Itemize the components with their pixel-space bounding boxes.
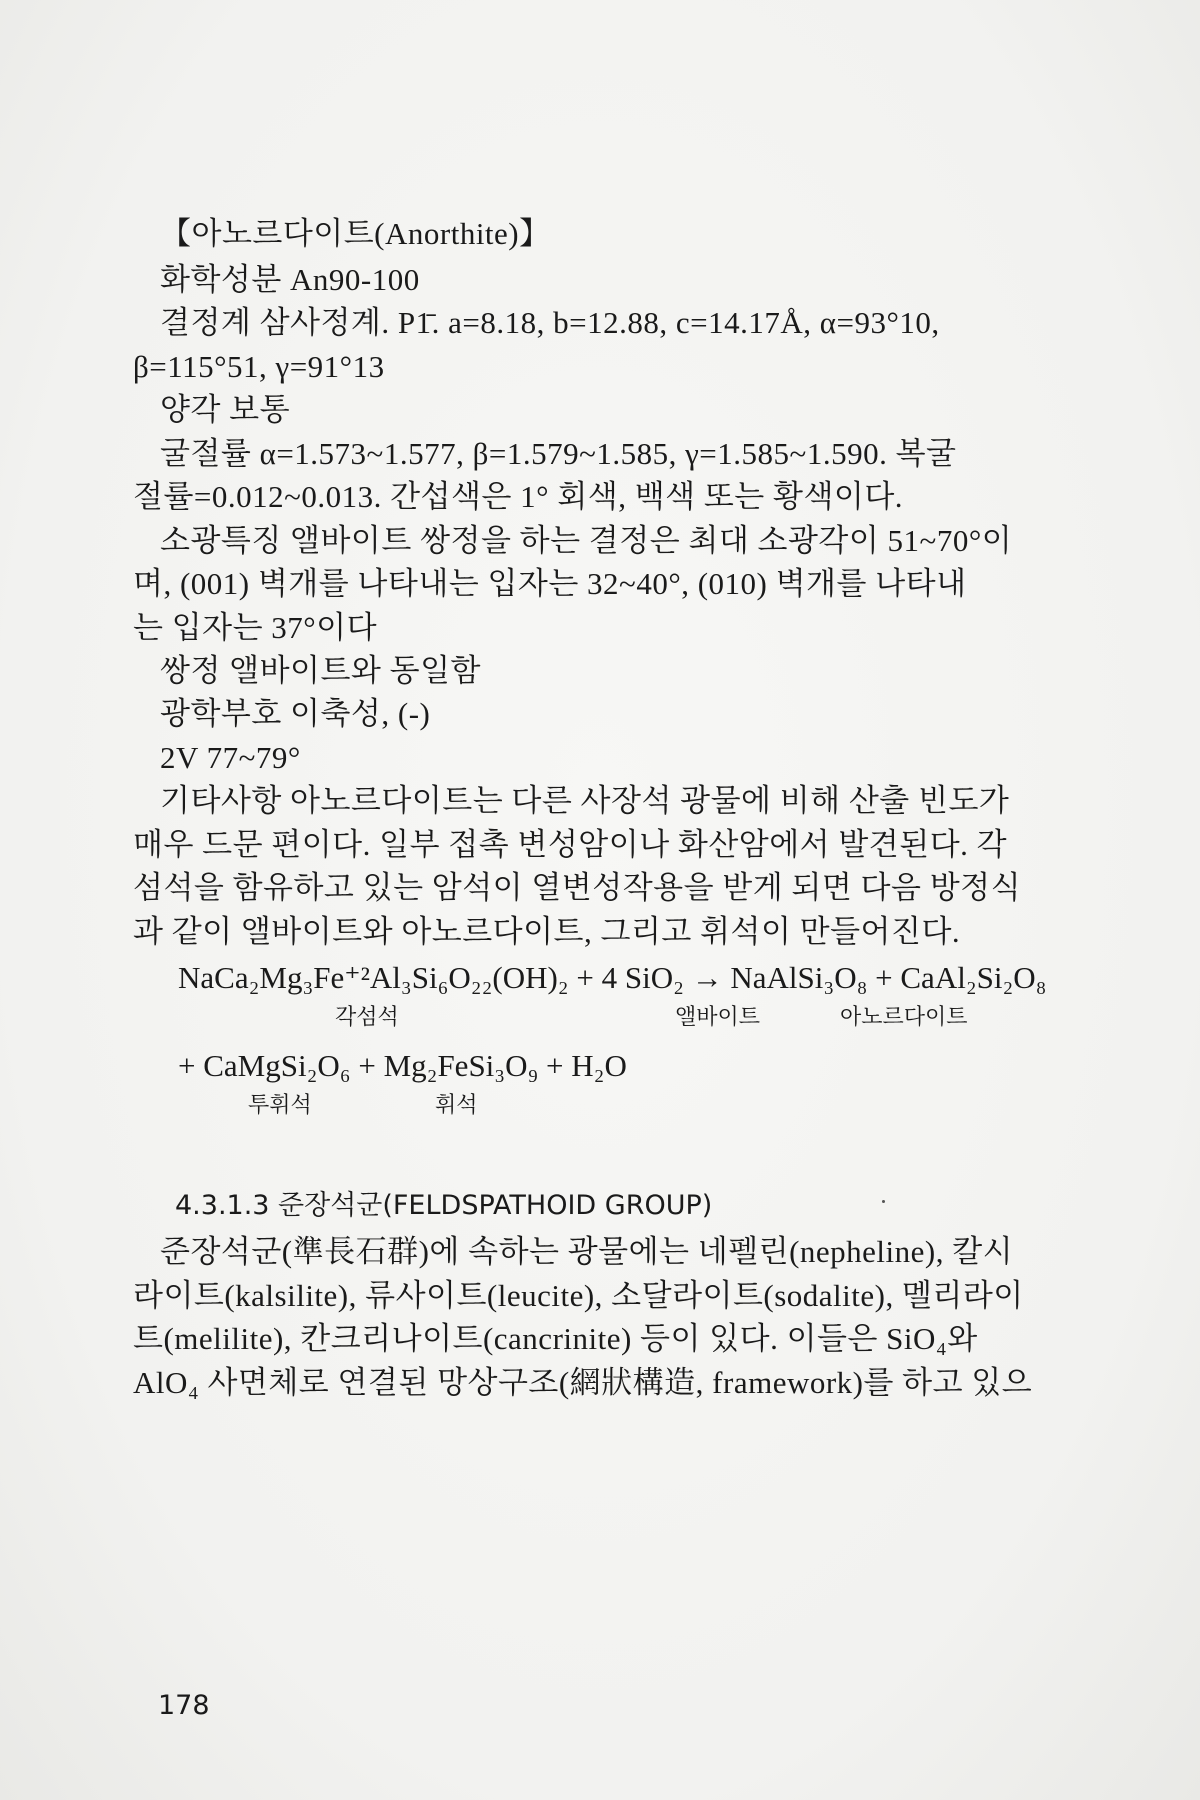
section-heading: 4.3.1.3 준장석군(FELDSPATHOID GROUP) [175, 1190, 713, 1221]
feldspathoid-paragraph-1: 준장석군(準長石群)에 속하는 광물에는 네펠린(nepheline), 칼시 [160, 1234, 1014, 1269]
label-amphibole: 각섬석 [335, 1005, 399, 1030]
refractive-index-continued: 절률=0.012~0.013. 간섭색은 1° 회색, 백색 또는 황색이다. [133, 479, 904, 514]
refractive-index: 굴절률 α=1.573~1.577, β=1.579~1.585, γ=1.585~1.590. 복굴 [160, 436, 957, 471]
feldspathoid-paragraph-3: 트(melilite), 칸크리나이트(cancrinite) 등이 있다. 이들은 SiO₄와 [133, 1321, 978, 1356]
label-anorthite: 아노르다이트 [840, 1005, 968, 1030]
feldspathoid-paragraph-2: 라이트(kalsilite), 류사이트(leucite), 소달라이트(sodalite), 멜리라이 [133, 1278, 1024, 1313]
label-albite: 앨바이트 [675, 1005, 761, 1030]
extinction: 소광특징 앨바이트 쌍정을 하는 결정은 최대 소광각이 51~70°이 [160, 523, 1013, 558]
optic-sign: 광학부호 이축성, (-) [160, 696, 431, 731]
page-number: 178 [158, 1690, 210, 1721]
twinning: 쌍정 앨바이트와 동일함 [160, 653, 481, 688]
other-notes-continued-2: 섬석을 함유하고 있는 암석이 열변성작용을 받게 되면 다음 방정식 [133, 870, 1022, 905]
other-notes: 기타사항 아노르다이트는 다른 사장석 광물에 비해 산출 빈도가 [160, 783, 1010, 818]
chemical-composition: 화학성분 An90-100 [160, 262, 420, 297]
crystal-system-continued: β=115°51, γ=91°13 [133, 349, 385, 384]
relief: 양각 보통 [160, 392, 291, 427]
label-diopside: 투휘석 [248, 1093, 312, 1118]
crystal-system: 결정계 삼사정계. P1̄. a=8.18, b=12.88, c=14.17Å, α=93°10, [160, 305, 940, 340]
label-pyroxene: 휘석 [435, 1093, 478, 1118]
speck [882, 1200, 885, 1203]
two-v-angle: 2V 77~79° [160, 740, 301, 775]
equation-line-2: + CaMgSi₂O₆ + Mg₂FeSi₃O₉ + H₂O [178, 1048, 627, 1083]
other-notes-continued-1: 매우 드문 편이다. 일부 접촉 변성암이나 화산암에서 발견된다. 각 [133, 827, 1008, 862]
mineral-title: 【아노르다이트(Anorthite)】 [160, 216, 551, 251]
other-notes-continued-3: 과 같이 앨바이트와 아노르다이트, 그리고 휘석이 만들어진다. [133, 914, 961, 949]
feldspathoid-paragraph-4: AlO₄ 사면체로 연결된 망상구조(網狀構造, framework)를 하고 있으 [133, 1365, 1033, 1400]
extinction-continued-1: 며, (001) 벽개를 나타내는 입자는 32~40°, (010) 벽개를 나타내 [133, 566, 967, 601]
equation-line-1: NaCa₂Mg₃Fe⁺²Al₃Si₆O₂₂(OH)₂ + 4 SiO₂ → NaAlSi₃O₈ + CaAl₂Si₂O₈ [178, 960, 1047, 995]
extinction-continued-2: 는 입자는 37°이다 [133, 610, 378, 645]
